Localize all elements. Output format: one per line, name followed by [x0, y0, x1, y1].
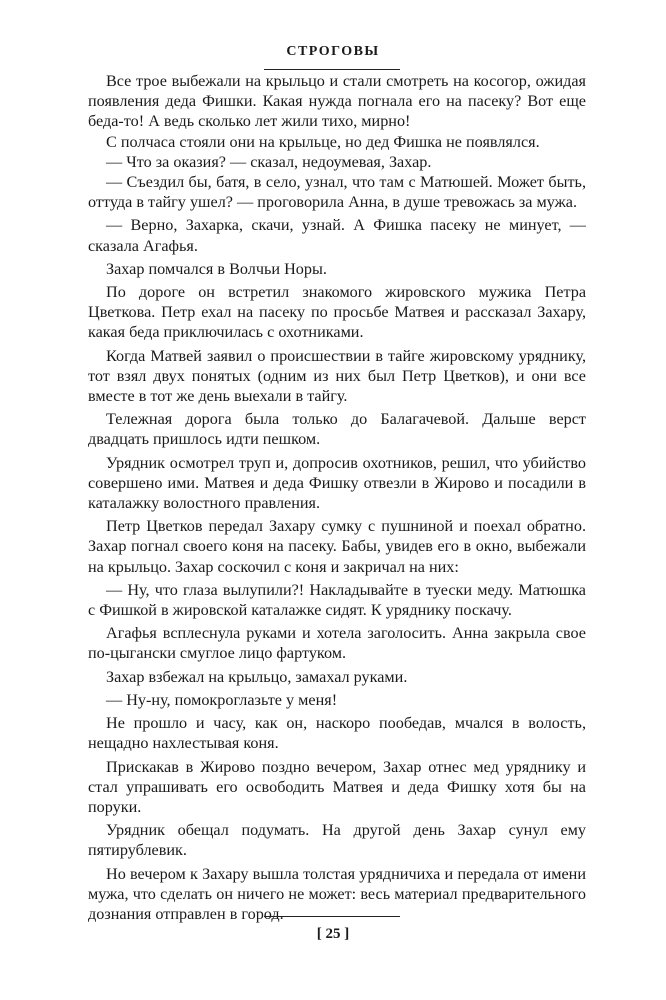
- paragraph: По дороге он встретил знакомого жировского мужика Петра Цветкова. Петр ехал на пасеку по просьбе Матвея и рассказал Захару, какая беда приключилась с охотниками.: [88, 283, 586, 342]
- paragraph: Урядник осмотрел труп и, допросив охотников, решил, что убийство совершено ими. Матвея и деда Фишку отвезли в Жирово и посадили в каталажку волостного правления.: [88, 453, 586, 513]
- body-text: [88, 71, 586, 924]
- book-title: СТРОГОВЫ: [286, 44, 380, 59]
- header-rule: [264, 69, 400, 70]
- page-number: [ 25 ]: [316, 926, 350, 942]
- paragraph: Когда Матвей заявил о происшествии в тайге жировскому уряднику, тот взял двух понятых (одним из них был Петр Цветков), и они все вместе в тот же день выехали в тайгу.: [88, 346, 586, 406]
- footer-rule: [264, 916, 400, 917]
- paragraph: Но вечером к Захару вышла толстая урядничиха и передала от имени мужа, что сделать он ничего не может: весь материал предварительного дознания отправлен в город.: [88, 864, 586, 923]
- paragraph: — Что за оказия? — сказал, недоумевая, Захар.: [106, 152, 432, 171]
- paragraph: Урядник обещал подумать. На другой день Захар сунул ему пятирублевик.: [88, 821, 586, 860]
- running-header: [0, 42, 666, 60]
- paragraph: Захар помчался в Волчьи Норы.: [106, 259, 327, 278]
- paragraph: Агафья всплеснула руками и хотела заголосить. Анна закрыла свое по-цыгански смуглое лицо фартуком.: [88, 624, 586, 663]
- paragraph: Тележная дорога была только до Балагачевой. Дальше верст двадцать пришлось идти пешком.: [88, 410, 586, 449]
- paragraph: Прискакав в Жирово поздно вечером, Захар отнес мед уряднику и стал упрашивать его освободить Матвея и деда Фишку хотя бы на поруки.: [88, 757, 586, 816]
- paragraph: Не прошло и часу, как он, наскоро пообедав, мчался в волость, нещадно нахлестывая коня.: [88, 714, 586, 753]
- paragraph: — Съездил бы, батя, в село, узнал, что там с Матюшей. Может быть, оттуда в тайгу ушел? — проговорила Анна, в душе тревожась за мужа.: [88, 173, 586, 212]
- paragraph: Захар взбежал на крыльцо, замахал руками.: [106, 667, 408, 686]
- paragraph: — Верно, Захарка, скачи, узнай. А Фишка пасеку не минует, — сказала Агафья.: [88, 216, 586, 255]
- paragraph: — Ну, что глаза вылупили?! Накладывайте в туески меду. Матюшка с Фишкой в жировской каталажке сидят. К уряднику поскачу.: [88, 580, 586, 620]
- paragraph: Петр Цветков передал Захару сумку с пушниной и поехал обратно. Захар погнал своего коня на пасеку. Бабы, увидев его в окно, выбежали на крыльцо. Захар соскочил с коня и закричал на них:: [88, 517, 586, 576]
- paragraph: С полчаса стояли они на крыльце, но дед Фишка не появлялся.: [106, 132, 540, 151]
- paragraph: — Ну-ну, помокроглазьте у меня!: [106, 690, 338, 709]
- paragraph: Все трое выбежали на крыльцо и стали смотреть на косогор, ожидая появления деда Фишки. Какая нужда погнала его на пасеку? Вот еще беда-то! А ведь сколько лет жили тихо, мирно!: [88, 72, 586, 131]
